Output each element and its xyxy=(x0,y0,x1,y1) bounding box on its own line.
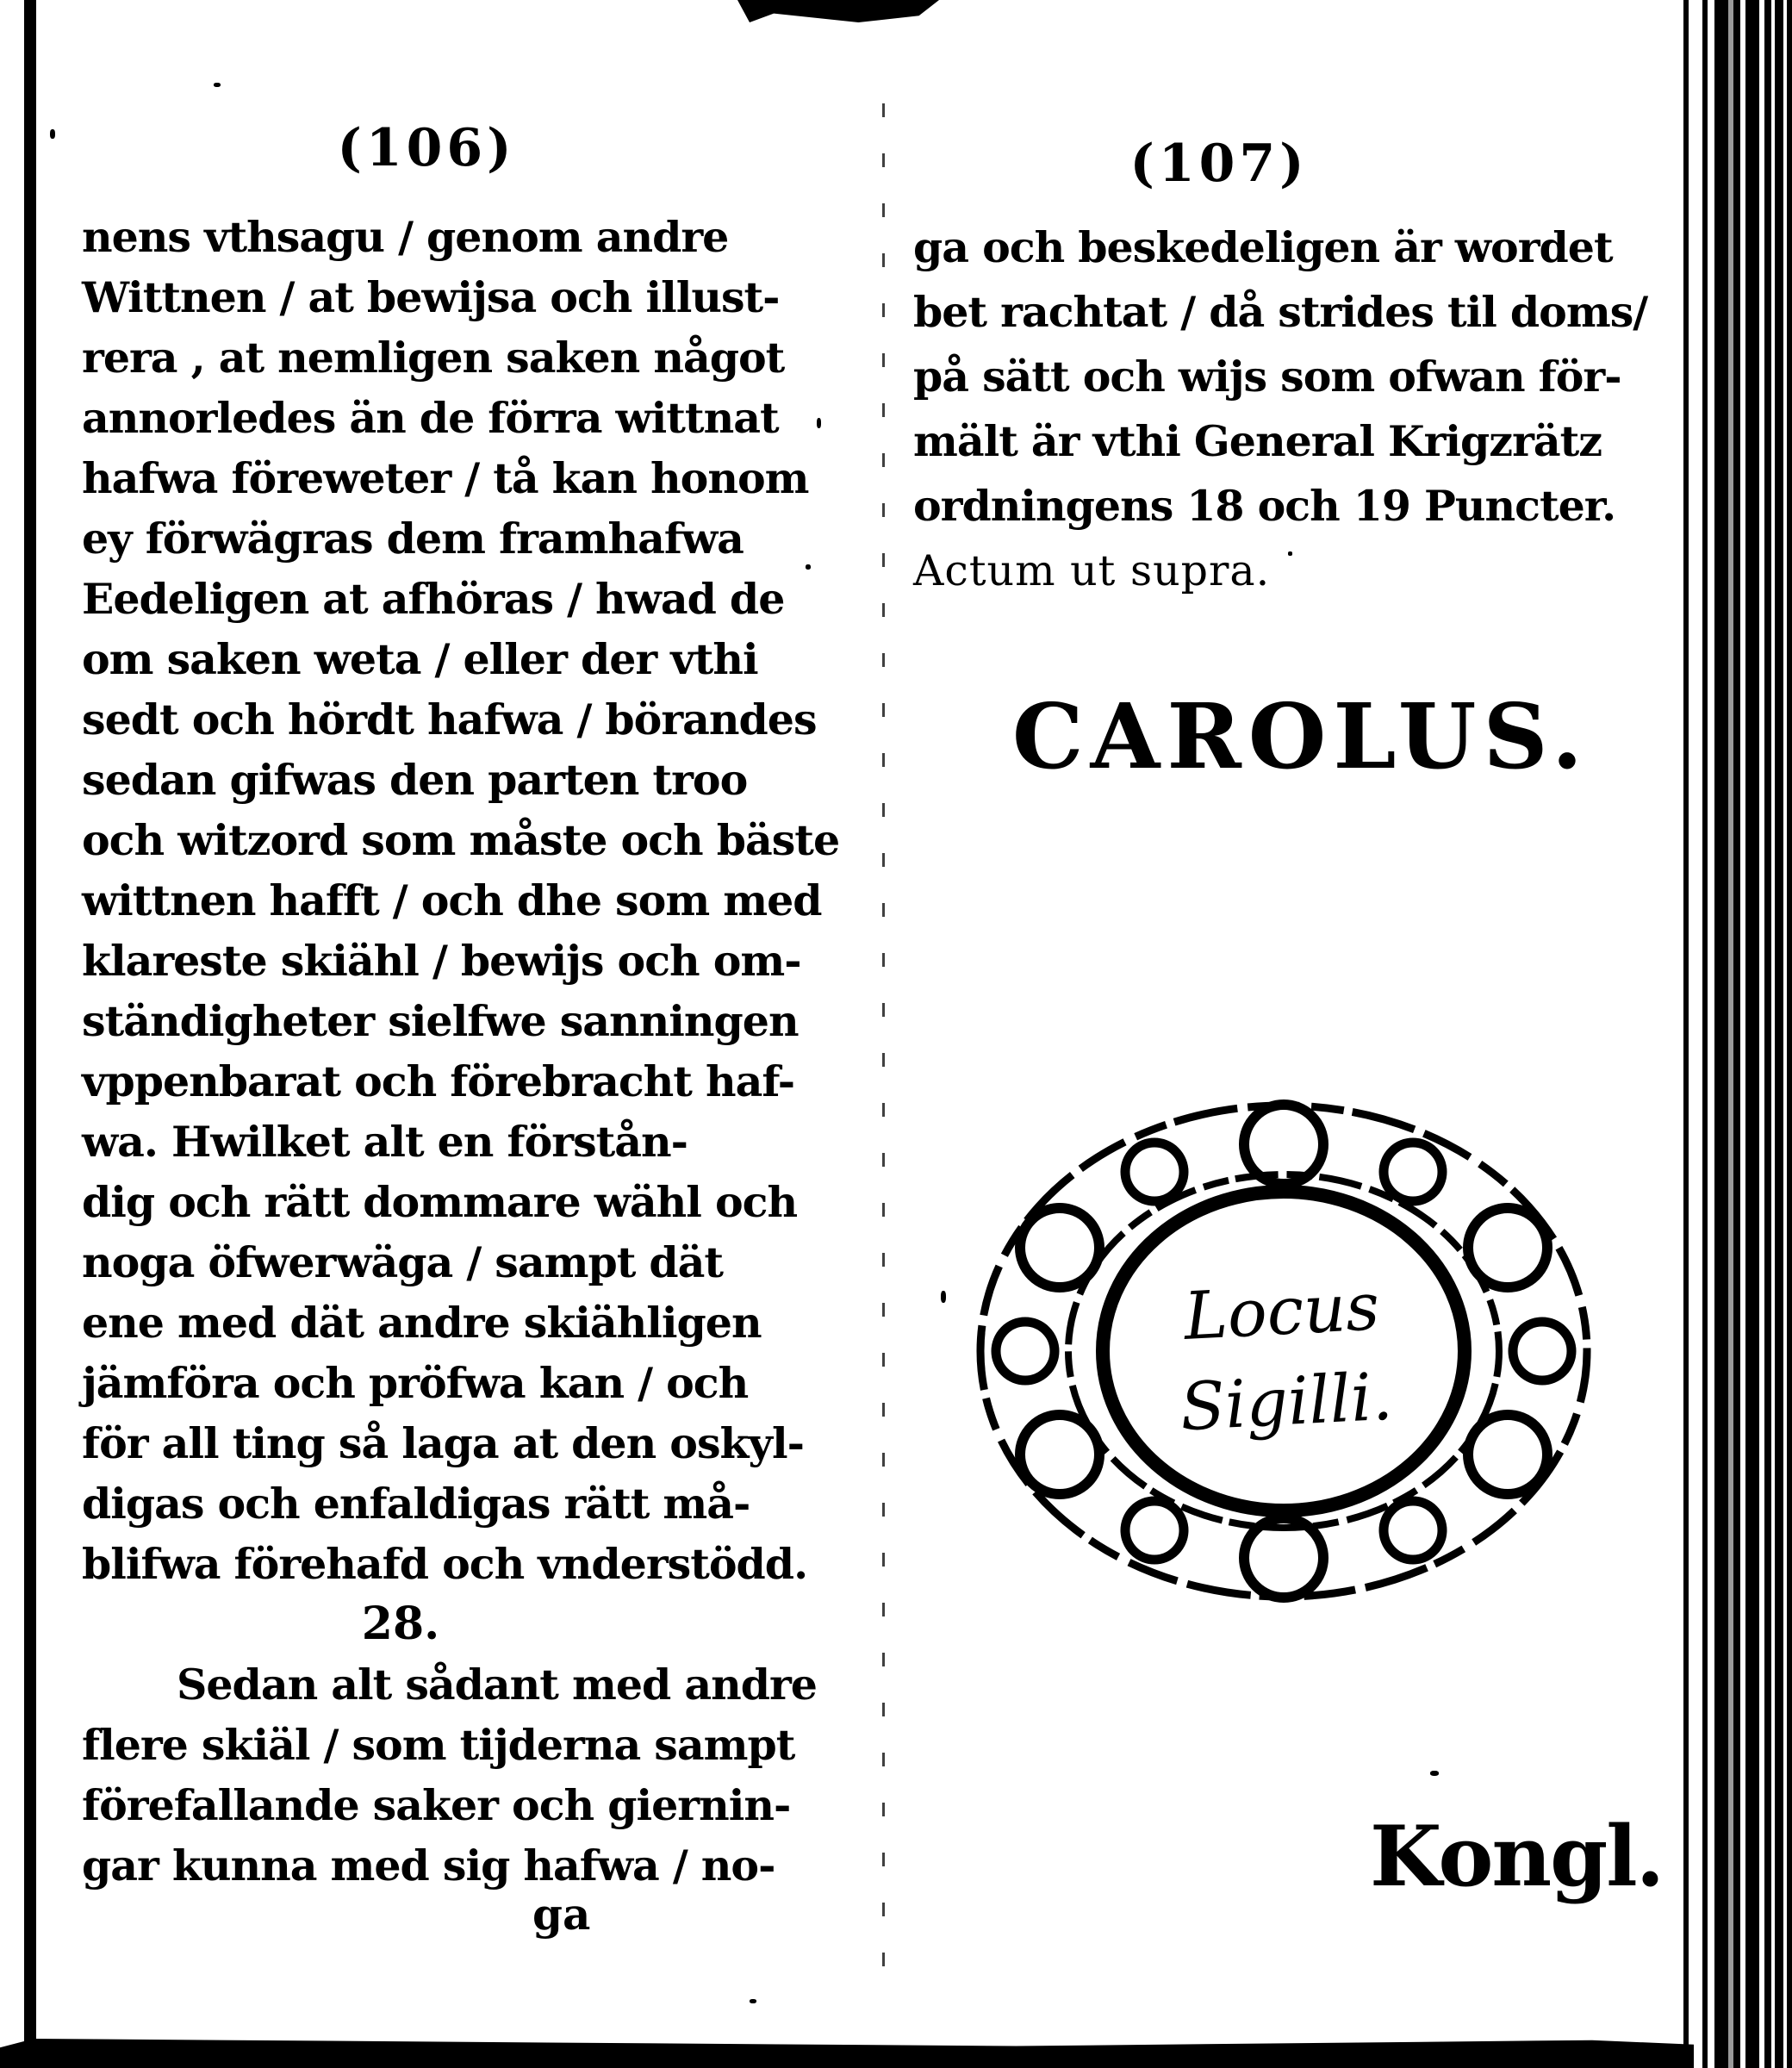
scan-bottom-band xyxy=(0,2039,1694,2068)
section-number: 28. xyxy=(361,1598,440,1650)
text-line: för all ting så laga at den oskyl- xyxy=(82,1418,804,1468)
royal-seal xyxy=(952,1084,1615,1618)
text-line: nens vthsagu / genom andre xyxy=(82,212,729,262)
text-line: bet rachtat / då strides til doms/ xyxy=(913,287,1648,337)
right-page-catchword: Kongl. xyxy=(1370,1808,1664,1905)
text-line: klareste skiähl / bewijs och om- xyxy=(82,936,801,986)
scan-top-notch xyxy=(737,0,939,22)
seal-text-line2: Sigilli. xyxy=(1178,1357,1395,1446)
left-page-number: (106) xyxy=(337,118,516,178)
text-line: hafwa föreweter / tå kan honom xyxy=(82,453,809,503)
text-line: dig och rätt dommare wähl och xyxy=(82,1177,798,1227)
right-page-body xyxy=(913,215,1689,603)
text-line-actum: Actum ut supra. xyxy=(913,546,1271,595)
royal-name-heading: CAROLUS. xyxy=(1011,683,1590,789)
text-line: förefallande saker och giernin- xyxy=(82,1780,791,1830)
left-page-catchword: ga xyxy=(532,1889,591,1940)
text-line: rera , at nemligen saken något xyxy=(82,333,785,383)
text-line: Eedeligen at afhöras / hwad de xyxy=(82,574,785,624)
scan-speck xyxy=(1430,1771,1439,1776)
right-page-number: (107) xyxy=(1129,134,1309,194)
text-line: ga och beskedeligen är wordet xyxy=(913,222,1613,272)
scan-left-edge-line xyxy=(24,0,36,2068)
text-line: ey förwägras dem framhafwa xyxy=(82,514,744,564)
scan-speck xyxy=(214,83,221,87)
left-page-column xyxy=(82,114,874,1896)
scan-speck xyxy=(750,1999,756,2003)
text-line: ordningens 18 och 19 Puncter. xyxy=(913,481,1616,531)
text-line: noga öfwerwäga / sampt dät xyxy=(82,1237,724,1287)
text-line: Wittnen / at bewijsa och illust- xyxy=(82,272,780,322)
scan-book-spine-streaks xyxy=(1678,0,1792,2068)
text-line: digas och enfaldigas rätt må- xyxy=(82,1479,750,1529)
seal-ornament xyxy=(952,1084,1615,1618)
text-line: på sätt och wijs som ofwan för- xyxy=(913,352,1621,402)
text-line: gar kunna med sig hafwa / no- xyxy=(82,1841,775,1890)
text-line: ene med dät andre skiähligen xyxy=(82,1298,762,1348)
page-gutter-divider xyxy=(882,103,885,1990)
text-line: sedan gifwas den parten troo xyxy=(82,755,748,805)
text-line: Sedan alt sådant med andre xyxy=(177,1660,817,1710)
text-line: sedt och hördt hafwa / börandes xyxy=(82,695,817,744)
text-line: flere skiäl / som tijderna sampt xyxy=(82,1720,795,1770)
right-page-column xyxy=(913,129,1689,603)
seal-text-line1: Locus xyxy=(1182,1268,1382,1355)
left-page-body xyxy=(82,207,874,1896)
text-line: vppenbarat och förebracht haf- xyxy=(82,1056,795,1106)
text-line: wa. Hwilket alt en förstån- xyxy=(82,1117,688,1167)
text-line: om saken weta / eller der vthi xyxy=(82,634,758,684)
text-line: jämföra och pröfwa kan / och xyxy=(82,1358,749,1408)
scan-speck xyxy=(941,1291,946,1303)
text-line: ständigheter sielfwe sanningen xyxy=(82,996,799,1046)
text-line: wittnen hafft / och dhe som med xyxy=(82,875,822,925)
scan-speck xyxy=(50,129,55,139)
text-line: annorledes än de förra wittnat xyxy=(82,393,779,443)
text-line: blifwa förehafd och vnderstödd. xyxy=(82,1539,808,1589)
text-line: mält är vthi General Krigzrätz xyxy=(913,416,1602,466)
text-line: och witzord som måste och bäste xyxy=(82,815,840,865)
